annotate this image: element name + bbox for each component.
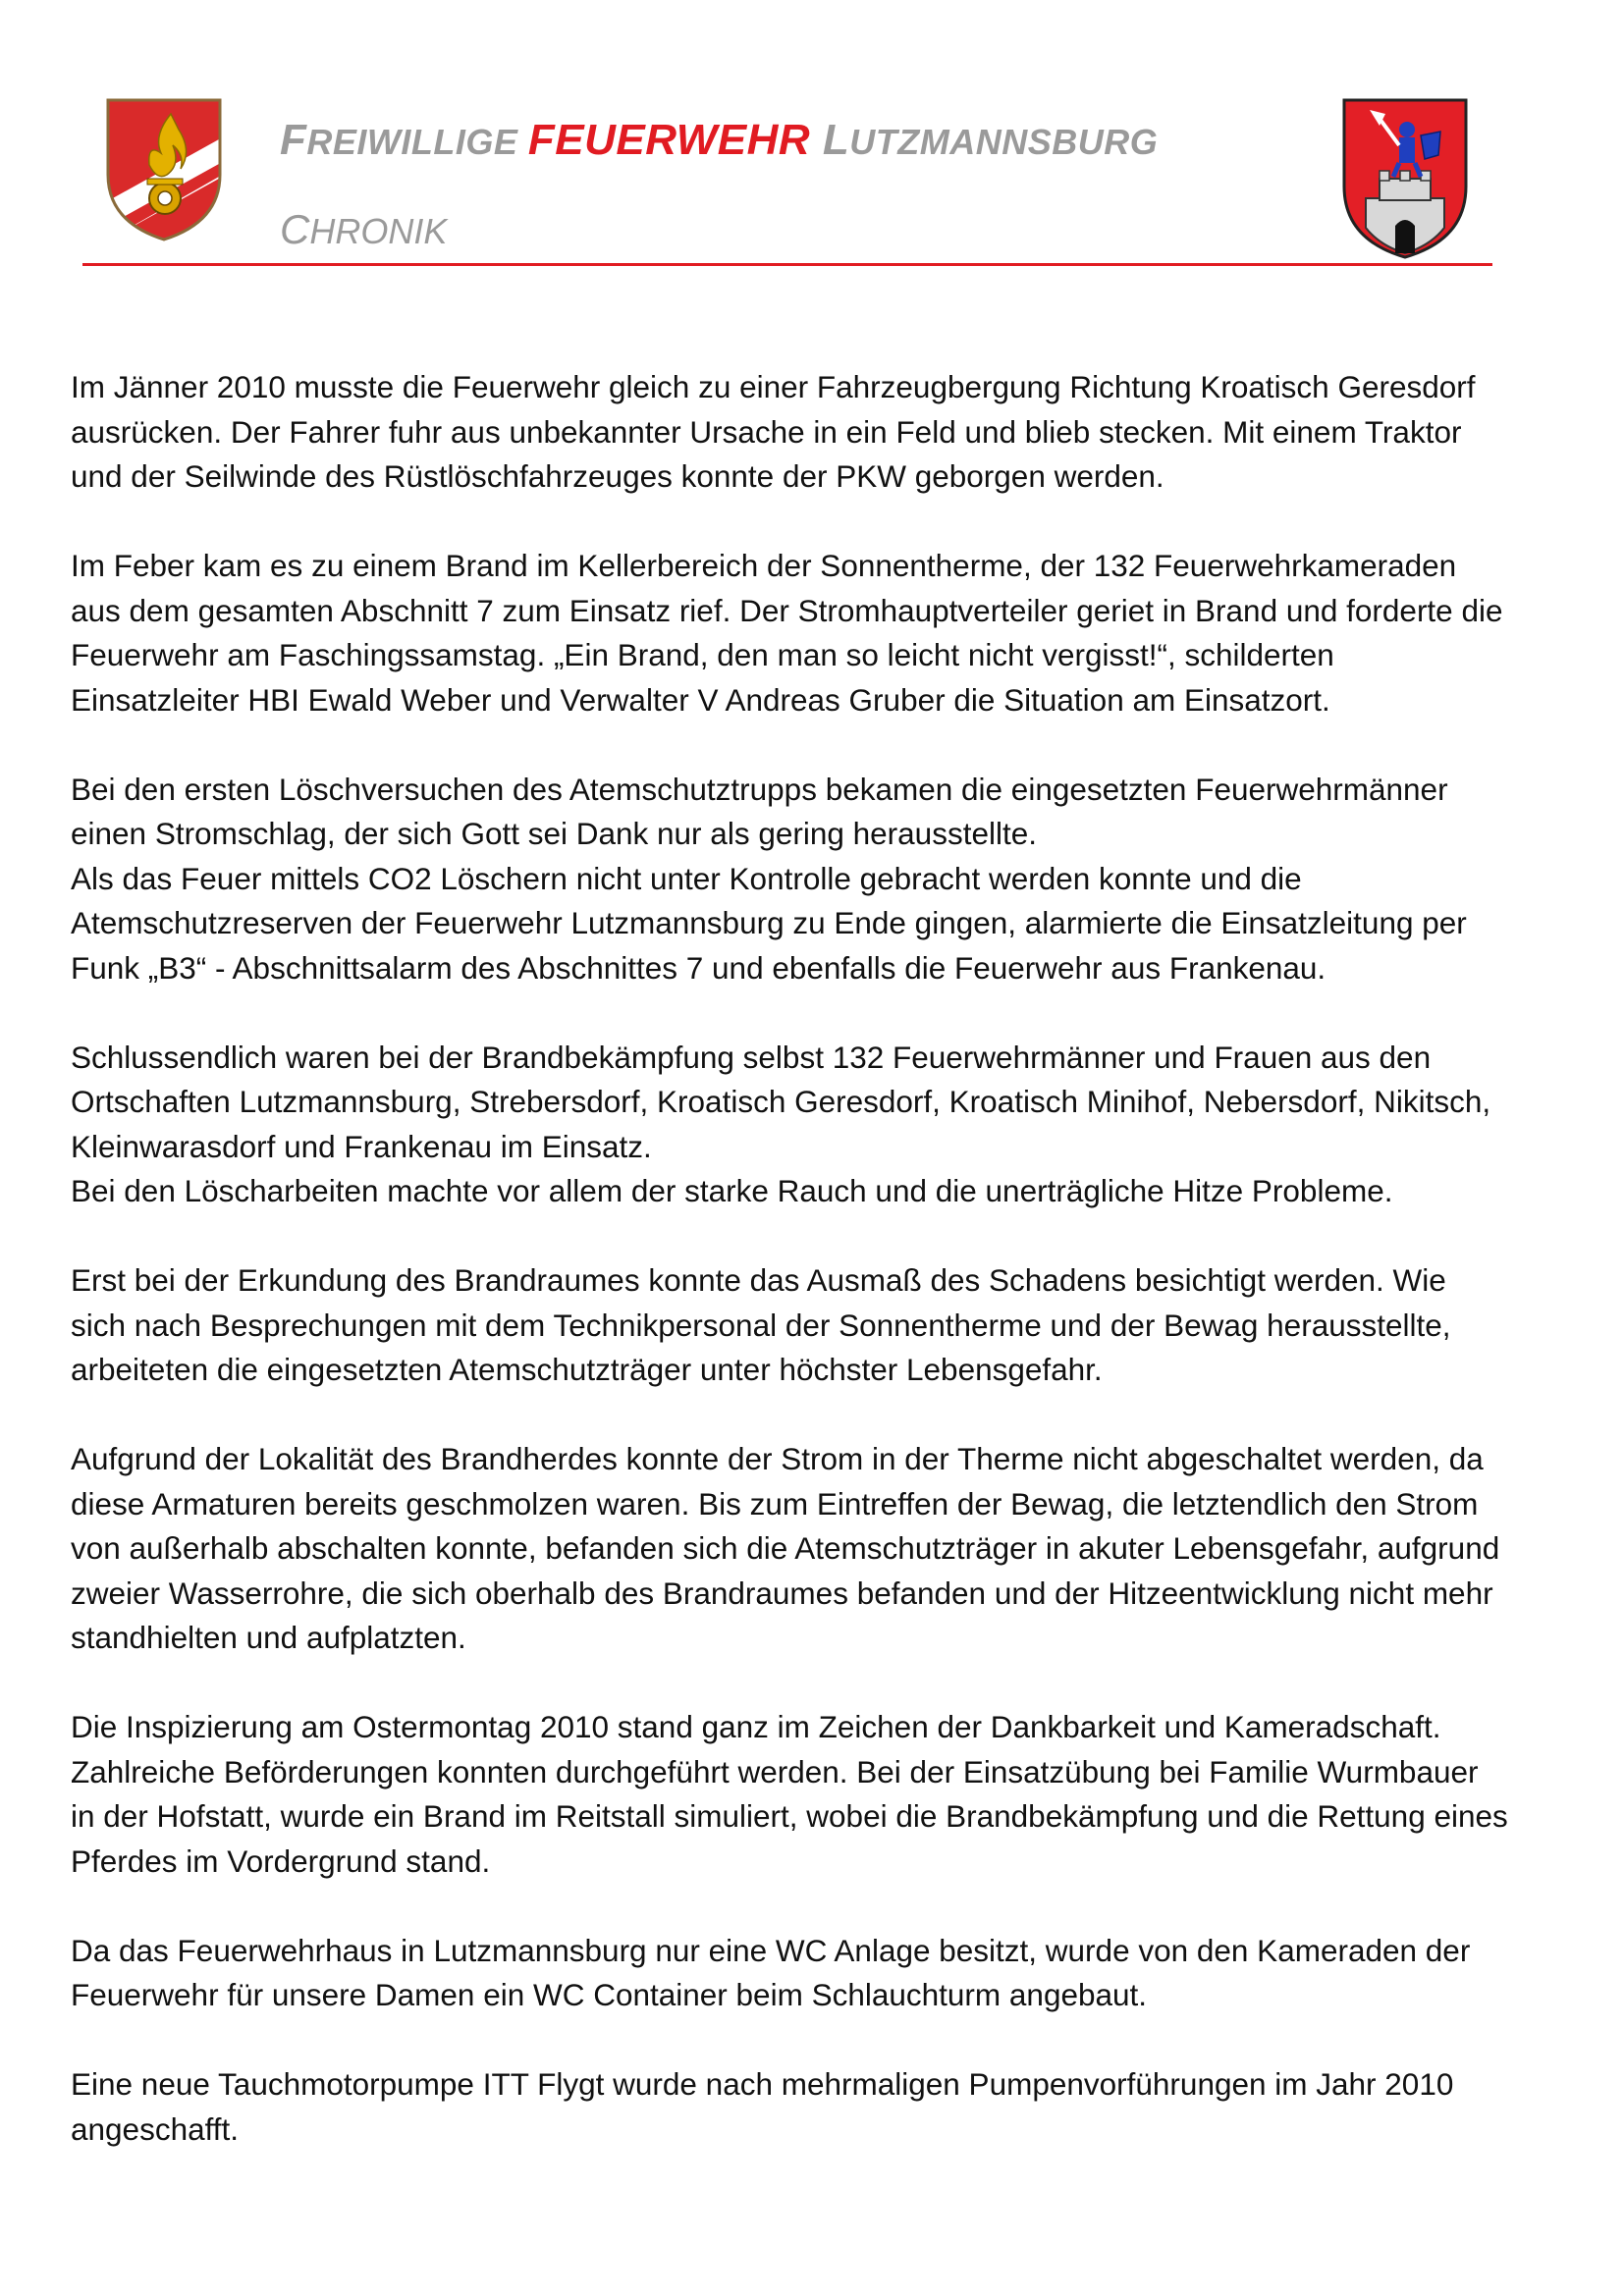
text-line: standhielten und aufplatzten. <box>71 1620 466 1655</box>
chronicle-body <box>71 365 1563 2197</box>
text-line: Pferdes im Vordergrund stand. <box>71 1842 491 1879</box>
subtitle-rest: HRONIK <box>309 211 448 251</box>
fire-brigade-emblem-logo <box>102 96 226 243</box>
paragraph <box>71 1437 1563 1661</box>
paragraph <box>71 1258 1563 1393</box>
paragraph <box>71 1036 1563 1214</box>
text-line: Bei den Löscharbeiten machte vor allem der starke Rauch und die unerträgliche Hitze Probleme. <box>71 1173 1393 1208</box>
text-line: Funk „B3“ - Abschnittsalarm des Abschnittes 7 und ebenfalls die Feuerwehr aus Frankenau. <box>71 949 1326 986</box>
text-line: Erst bei der Erkundung des Brandraumes konnte das Ausmaß des Schadens besichtigt werden. Wie <box>71 1262 1446 1298</box>
text-line: sich nach Besprechungen mit dem Technikpersonal der Sonnentherme und der Bewag herausstellte, <box>71 1307 1451 1343</box>
paragraph <box>71 1929 1563 2018</box>
text-line: Im Jänner 2010 musste die Feuerwehr gleich zu einer Fahrzeugbergung Richtung Kroatisch Geresdorf <box>71 369 1476 404</box>
text-line: Schlussendlich waren bei der Brandbekämpfung selbst 132 Feuerwehrmänner und Frauen aus den <box>71 1039 1432 1075</box>
text-line: Die Inspizierung am Ostermontag 2010 stand ganz im Zeichen der Dankbarkeit und Kameradschaft. <box>71 1709 1441 1744</box>
page-header-title <box>280 116 1158 165</box>
text-line: Kleinwarasdorf und Frankenau im Einsatz. <box>71 1128 652 1164</box>
text-line: von außerhalb abschalten konnte, befanden sich die Atemschutzträger in akuter Lebensgefahr, aufgrund <box>71 1530 1500 1566</box>
lutzmannsburg-coat-of-arms-logo <box>1340 96 1470 261</box>
text-line: angeschafft. <box>71 2110 240 2147</box>
text-line: Zahlreiche Beförderungen konnten durchgeführt werden. Bei der Einsatzübung bei Familie Wurmbauer <box>71 1753 1479 1789</box>
text-line: Eine neue Tauchmotorpumpe ITT Flygt wurde nach mehrmaligen Pumpenvorführungen im Jahr 2010 <box>71 2066 1454 2102</box>
text-line: aus dem gesamten Abschnitt 7 zum Einsatz rief. Der Stromhauptverteiler geriet in Brand und forderte die <box>71 592 1503 628</box>
text-line: Bei den ersten Löschversuchen des Atemschutztrupps bekamen die eingesetzten Feuerwehrmänner <box>71 771 1448 807</box>
header-divider <box>82 263 1492 266</box>
title-suffix-rest: UTZMANNSBURG <box>849 122 1159 162</box>
paragraph <box>71 544 1563 722</box>
text-line: in der Hofstatt, wurde ein Brand im Reitstall simuliert, wobei die Brandbekämpfung und die Rettung eines <box>71 1798 1508 1834</box>
text-line: Im Feber kam es zu einem Brand im Kellerbereich der Sonnentherme, der 132 Feuerwehrkameraden <box>71 548 1457 583</box>
page-subtitle <box>280 206 447 253</box>
paragraph <box>71 365 1563 500</box>
text-line: Da das Feuerwehrhaus in Lutzmannsburg nur eine WC Anlage besitzt, wurde von den Kameraden der <box>71 1932 1471 1968</box>
paragraph <box>71 1705 1563 1884</box>
text-line: Atemschutzreserven der Feuerwehr Lutzmannsburg zu Ende gingen, alarmierte die Einsatzleitung per <box>71 905 1467 940</box>
text-line: Feuerwehr für unsere Damen ein WC Container beim Schlauchturm angebaut. <box>71 1977 1148 2012</box>
text-line: Als das Feuer mittels CO2 Löschern nicht unter Kontrolle gebracht werden konnte und die <box>71 860 1302 896</box>
title-prefix-rest: REIWILLIGE <box>306 122 528 162</box>
text-line: einen Stromschlag, der sich Gott sei Dank nur als gering herausstellte. <box>71 816 1037 851</box>
text-line: und der Seilwinde des Rüstlöschfahrzeuges konnte der PKW geborgen werden. <box>71 458 1164 494</box>
text-line: Einsatzleiter HBI Ewald Weber und Verwalter V Andreas Gruber die Situation am Einsatzort. <box>71 681 1330 718</box>
text-line: Ortschaften Lutzmannsburg, Strebersdorf, Kroatisch Geresdorf, Kroatisch Minihof, Nebersdorf, Nikitsch, <box>71 1084 1491 1119</box>
text-line: ausrücken. Der Fahrer fuhr aus unbekannter Ursache in ein Feld und blieb stecken. Mit einem Traktor <box>71 413 1462 450</box>
text-line: Aufgrund der Lokalität des Brandherdes konnte der Strom in der Therme nicht abgeschaltet werden, da <box>71 1441 1484 1476</box>
paragraph <box>71 2062 1563 2152</box>
title-suffix-cap: L <box>810 116 850 164</box>
text-line: Feuerwehr am Faschingssamstag. „Ein Brand, den man so leicht nicht vergisst!“, schilderten <box>71 637 1334 672</box>
text-line: zweier Wasserrohre, die sich oberhalb des Brandraumes befanden und der Hitzeentwicklung nicht mehr <box>71 1575 1493 1611</box>
text-line: diese Armaturen bereits geschmolzen waren. Bis zum Eintreffen der Bewag, die letztendlich den Strom <box>71 1485 1479 1522</box>
text-line: arbeiteten die eingesetzten Atemschutzträger unter höchster Lebensgefahr. <box>71 1352 1103 1387</box>
paragraph <box>71 768 1563 991</box>
subtitle-cap: C <box>280 206 310 252</box>
title-prefix-cap: F <box>280 116 307 164</box>
title-main: FEUERWEHR <box>527 116 811 164</box>
